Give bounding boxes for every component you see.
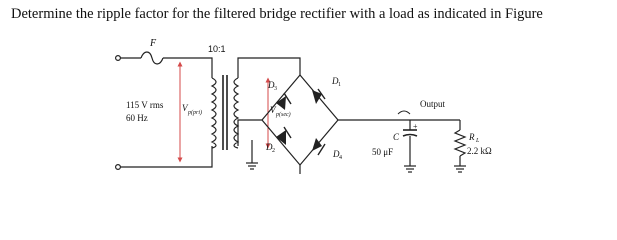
- d2-label: D: [266, 142, 273, 152]
- d3-label: D: [268, 80, 275, 90]
- cap-value: 50 μF: [372, 147, 394, 157]
- output-label: Output: [420, 99, 446, 109]
- diode-d2: [276, 127, 291, 145]
- d4-sub: 4: [339, 155, 342, 161]
- input-terminal-top: [116, 56, 121, 61]
- fuse-label: F: [150, 38, 157, 49]
- d3-sub: 3: [274, 86, 277, 92]
- cap-label: C: [393, 132, 400, 142]
- diode-d4: [312, 138, 325, 155]
- transformer: [212, 75, 238, 150]
- v-primary-sub: p(pri): [188, 110, 202, 116]
- primary-coil: [212, 78, 216, 148]
- load-sub: L: [476, 138, 480, 144]
- fuse-symbol: [141, 52, 163, 64]
- v-secondary-label: V: [270, 105, 276, 115]
- d2-sub: 2: [272, 148, 275, 154]
- ratio-label: 10:1: [208, 44, 226, 54]
- v-primary-label: V: [182, 103, 188, 113]
- d4-label: D: [333, 149, 340, 159]
- source-frequency-label: 60 Hz: [126, 113, 148, 123]
- secondary-wiring: [238, 58, 300, 169]
- question-text: Determine the ripple factor for the filtered bridge rectifier with a load as indicated in Figure: [11, 6, 543, 22]
- load-label: R: [469, 132, 475, 142]
- v-secondary-sub: p(sec): [276, 112, 291, 118]
- diode-bridge: [262, 75, 410, 174]
- cap-polarity: +: [413, 122, 418, 131]
- load-value: 2.2 kΩ: [467, 146, 492, 156]
- diode-d3: [276, 93, 291, 110]
- d1-sub: 1: [338, 82, 341, 88]
- source-voltage-label: 115 V rms: [126, 100, 164, 110]
- d1-label: D: [332, 76, 339, 86]
- input-terminal-bottom: [116, 165, 121, 170]
- load-resistor-zigzag: [455, 130, 465, 156]
- output-waveform: [398, 111, 410, 114]
